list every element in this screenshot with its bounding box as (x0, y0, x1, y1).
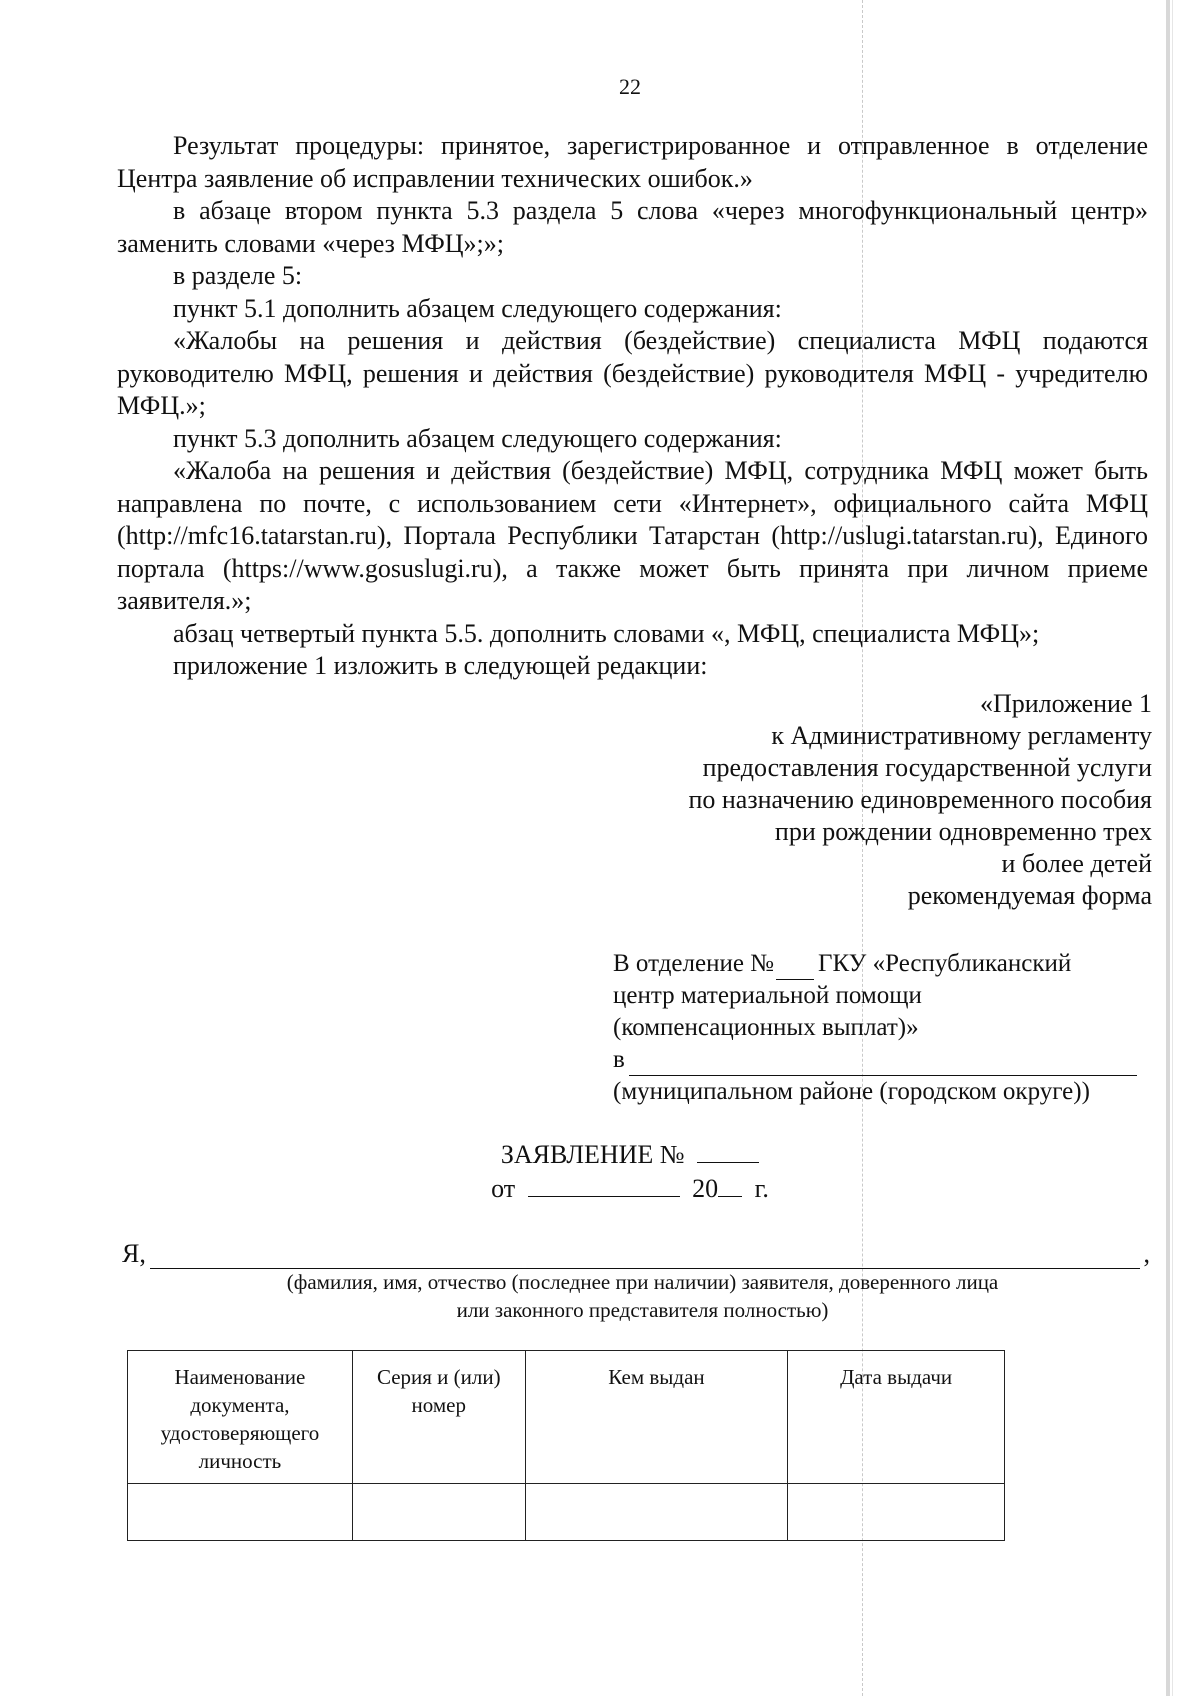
applicant-suffix: , (1143, 1239, 1150, 1268)
statement-number-blank[interactable] (697, 1138, 759, 1163)
paragraph-5-3-add: пункт 5.3 дополнить абзацем следующего содержания: (173, 423, 782, 453)
address-dept-suffix: ГКУ «Республиканский (818, 950, 1072, 977)
cell-doc-name[interactable] (128, 1484, 353, 1541)
statement-year-prefix: 20 (692, 1174, 719, 1203)
appendix-header (688, 688, 1152, 912)
appendix-line: и более детей (1001, 849, 1152, 878)
statement-title-block (0, 1138, 1200, 1206)
district-blank[interactable] (629, 1053, 1137, 1076)
document-body (117, 130, 1148, 683)
appendix-line: «Приложение 1 (979, 689, 1152, 718)
appendix-line: при рождении одновременно трех (774, 817, 1152, 846)
applicant-prefix: Я, (122, 1239, 146, 1268)
paragraph-5-3-words: в абзаце втором пункта 5.3 раздела 5 слова «через многофункциональный центр» заменить словами «через МФЦ»;»; (117, 196, 1148, 258)
id-document-table (127, 1350, 1005, 1541)
appendix-line: рекомендуемая форма (907, 881, 1152, 910)
cell-issue-date[interactable] (788, 1484, 1005, 1541)
statement-year-blank[interactable] (718, 1172, 742, 1197)
header-doc-name: Наименование документа, удостоверяющего личность (128, 1351, 353, 1484)
paragraph-complaint-channels: «Жалоба на решения и действия (бездействие) МФЦ, сотрудника МФЦ может быть направлена по почте, с использованием сети «Интернет», официального сайта МФЦ (http://mfc16.tatarstan.ru), Портала Республики Татарстан (http://uslugi.tatarstan.ru), Единого портала (https://www.gosuslugi.ru), а также может быть принята при личном приеме заявителя.»; (117, 456, 1148, 615)
appendix-line: предоставления государственной услуги (702, 753, 1152, 782)
dept-number-blank[interactable] (776, 957, 814, 980)
paragraph-5-1-add: пункт 5.1 дополнить абзацем следующего содержания: (173, 293, 782, 323)
address-in-prefix: в (613, 1046, 625, 1073)
header-series-number: Серия и (или) номер (352, 1351, 525, 1484)
page-edge-shadow (1172, 0, 1173, 1696)
paragraph-section-5: в разделе 5: (173, 261, 303, 290)
address-block (613, 948, 1137, 1108)
address-dept-prefix: В отделение № (613, 950, 775, 977)
paragraph-result: Результат процедуры: принятое, зарегистрированное и отправленное в отделение Центра заявление об исправлении технических ошибок.» (117, 131, 1148, 193)
paragraph-appendix-intro: приложение 1 изложить в следующей редакции: (173, 651, 708, 680)
caption-line2: или законного представителя полностью) (456, 1298, 829, 1322)
appendix-line: к Административному регламенту (771, 721, 1152, 750)
cell-issued-by[interactable] (525, 1484, 788, 1541)
statement-date-blank[interactable] (528, 1172, 680, 1197)
address-line3: (компенсационных выплат)» (613, 1014, 919, 1041)
header-issued-by: Кем выдан (525, 1351, 788, 1484)
applicant-name-blank[interactable] (150, 1246, 1140, 1269)
applicant-name-row (122, 1239, 1150, 1269)
page-edge (1166, 0, 1170, 1696)
page-number: 22 (619, 74, 641, 99)
caption-line1: (фамилия, имя, отчество (последнее при наличии) заявителя, доверенного лица (286, 1270, 999, 1294)
statement-date-suffix: г. (754, 1174, 769, 1203)
statement-date-prefix: от (491, 1174, 516, 1203)
address-line5: (муниципальном районе (городском округе)) (613, 1078, 1090, 1105)
appendix-line: по назначению единовременного пособия (688, 785, 1152, 814)
header-issue-date: Дата выдачи (788, 1351, 1005, 1484)
paragraph-5-5-add: абзац четвертый пункта 5.5. дополнить словами «, МФЦ, специалиста МФЦ»; (173, 618, 1040, 648)
statement-title: ЗАЯВЛЕНИЕ № (500, 1140, 685, 1169)
applicant-caption (0, 1268, 1200, 1324)
cell-series-number[interactable] (352, 1484, 525, 1541)
address-line2: центр материальной помощи (613, 982, 922, 1009)
paragraph-complaints: «Жалобы на решения и действия (бездействие) специалиста МФЦ подаются руководителю МФЦ, решения и действия (бездействие) руководителя МФЦ - учредителю МФЦ.»; (117, 326, 1148, 420)
